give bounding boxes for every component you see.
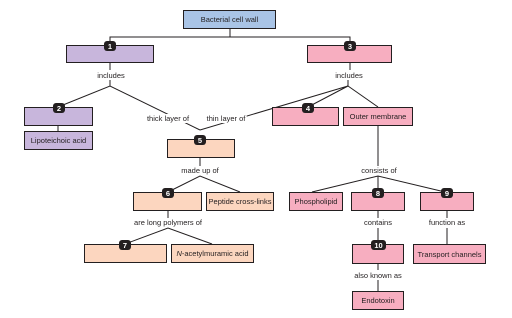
link-thick-layer-of: thick layer of <box>146 114 190 123</box>
n-acetylmuramic-acid-box <box>171 244 254 263</box>
link-also-known-as: also known as <box>354 271 402 280</box>
peptide-cross-links-label: Peptide cross-links <box>208 197 272 206</box>
phospholipid-label: Phospholipid <box>294 197 338 206</box>
transport-channels-box <box>413 244 486 264</box>
link-consists-of: consists of <box>361 166 397 175</box>
outer-membrane-box <box>343 107 413 126</box>
peptide-cross-links-box <box>206 192 274 211</box>
title-box <box>183 10 276 29</box>
badge-8: 8 <box>372 188 384 198</box>
badge-10: 10 <box>371 240 386 250</box>
endotoxin-box <box>352 291 404 310</box>
badge-6: 6 <box>162 188 174 198</box>
badge-7: 7 <box>119 240 131 250</box>
badge-3: 3 <box>344 41 356 51</box>
badge-4: 4 <box>302 103 314 113</box>
badge-5: 5 <box>194 135 206 145</box>
n-acetylmuramic-suffix: -acetylmuramic acid <box>181 249 249 258</box>
badge-1: 1 <box>104 41 116 51</box>
n-acetylmuramic-acid-label <box>176 249 248 258</box>
badge-9: 9 <box>441 188 453 198</box>
link-includes-right: includes <box>335 71 363 80</box>
badge-2: 2 <box>53 103 65 113</box>
link-function-as: function as <box>428 218 466 227</box>
lipoteichoic-acid-label: Lipoteichoic acid <box>30 136 87 145</box>
endotoxin-label: Endotoxin <box>361 296 395 305</box>
link-thin-layer-of: thin layer of <box>206 114 246 123</box>
link-are-long-polymers-of: are long polymers of <box>134 218 202 227</box>
phospholipid-box <box>289 192 343 211</box>
link-contains: contains <box>364 218 392 227</box>
title-text: Bacterial cell wall <box>200 15 259 24</box>
outer-membrane-label: Outer membrane <box>349 112 407 121</box>
n-prefix: N <box>176 249 182 258</box>
transport-channels-label: Transport channels <box>417 249 482 259</box>
lipoteichoic-acid-box <box>24 131 93 150</box>
link-made-up-of: made up of <box>181 166 219 175</box>
link-includes-left: includes <box>97 71 125 80</box>
